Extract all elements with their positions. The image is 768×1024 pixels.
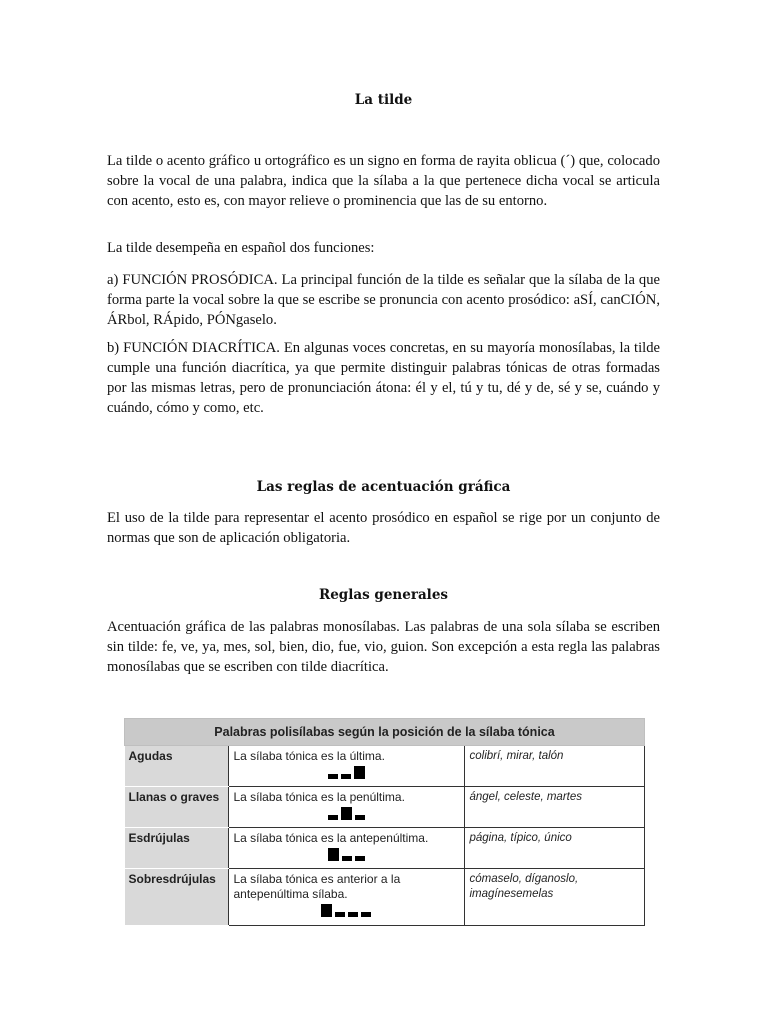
- polisilabas-table: [124, 718, 645, 926]
- row-label: Esdrújulas: [125, 828, 229, 869]
- table-row: [125, 828, 645, 869]
- stress-pattern-blocks: [234, 904, 459, 917]
- stressed-syllable-block: [328, 848, 339, 861]
- unstressed-syllable-block: [328, 774, 338, 779]
- paragraph-reglas: El uso de la tilde para representar el acento prosódico en español se rige por un conjunto de normas que son de aplicación obligatoria.: [107, 510, 660, 546]
- stressed-syllable-block: [321, 904, 332, 917]
- unstressed-syllable-block: [342, 856, 352, 861]
- row-examples: cómaselo, díganoslo, imagínesemelas: [464, 869, 645, 926]
- row-examples: colibrí, mirar, talón: [464, 746, 645, 787]
- unstressed-syllable-block: [328, 815, 338, 820]
- unstressed-syllable-block: [335, 912, 345, 917]
- row-definition: [228, 828, 464, 869]
- stress-pattern-blocks: [234, 766, 459, 779]
- definition-text: La sílaba tónica es la última.: [233, 749, 385, 763]
- row-definition: [228, 746, 464, 787]
- row-definition: [228, 787, 464, 828]
- paragraph-funciones: La tilde desempeña en español dos funciones:: [107, 240, 375, 256]
- row-examples: ángel, celeste, martes: [464, 787, 645, 828]
- paragraph-intro: La tilde o acento gráfico u ortográfico es un signo en forma de rayita oblicua (´) que, colocado sobre la vocal de una palabra, indica que la sílaba a la que pertenece dicha vocal se articula con acento, esto es, con mayor relieve o prominencia que las de su entorno.: [107, 153, 660, 209]
- definition-text: La sílaba tónica es la penúltima.: [233, 790, 405, 804]
- heading-reglas-acentuacion: Las reglas de acentuación gráfica: [256, 479, 511, 495]
- table-header: Palabras polisílabas según la posición de la sílaba tónica: [125, 719, 645, 746]
- table-row: [125, 787, 645, 828]
- stress-pattern-blocks: [234, 807, 459, 820]
- row-label: Llanas o graves: [125, 787, 229, 828]
- unstressed-syllable-block: [355, 856, 365, 861]
- unstressed-syllable-block: [361, 912, 371, 917]
- row-examples: página, típico, único: [464, 828, 645, 869]
- unstressed-syllable-block: [341, 774, 351, 779]
- table-row: [125, 869, 645, 926]
- definition-text: La sílaba tónica es anterior a la antepenúltima sílaba.: [233, 872, 401, 901]
- table-row: [125, 746, 645, 787]
- stressed-syllable-block: [341, 807, 352, 820]
- unstressed-syllable-block: [348, 912, 358, 917]
- heading-reglas-generales: Reglas generales: [318, 587, 449, 603]
- stress-pattern-blocks: [234, 848, 459, 861]
- row-label: Sobresdrújulas: [125, 869, 229, 926]
- unstressed-syllable-block: [355, 815, 365, 820]
- paragraph-funcion-diacritica: b) FUNCIÓN DIACRÍTICA. En algunas voces concretas, en su mayoría monosílabas, la tilde cumple una función diacrítica, ya que permite distinguir palabras tónicas de otras formadas por las mismas letras, pero de pronunciación átona: él y el, tú y tu, dé y de, sé y se, cuándo y cuándo, cómo y como, etc.: [107, 340, 660, 416]
- paragraph-funcion-prosodica: a) FUNCIÓN PROSÓDICA. La principal función de la tilde es señalar que la sílaba de la que forma parte la vocal sobre la que se escribe se pronuncia con acento prosódico: aSÍ, canCIÓN, ÁRbol, RÁpido, PÓNgaselo.: [107, 272, 660, 328]
- row-definition: [228, 869, 464, 926]
- definition-text: La sílaba tónica es la antepenúltima.: [233, 831, 429, 845]
- document-title: La tilde: [354, 92, 413, 108]
- paragraph-monosilabas: Acentuación gráfica de las palabras monosílabas. Las palabras de una sola sílaba se escriben sin tilde: fe, ve, ya, mes, sol, bien, dio, fue, vio, guion. Son excepción a esta regla las palabras monosílabas que se escriben con tilde diacrítica.: [107, 619, 660, 675]
- row-label: Agudas: [125, 746, 229, 787]
- stressed-syllable-block: [354, 766, 365, 779]
